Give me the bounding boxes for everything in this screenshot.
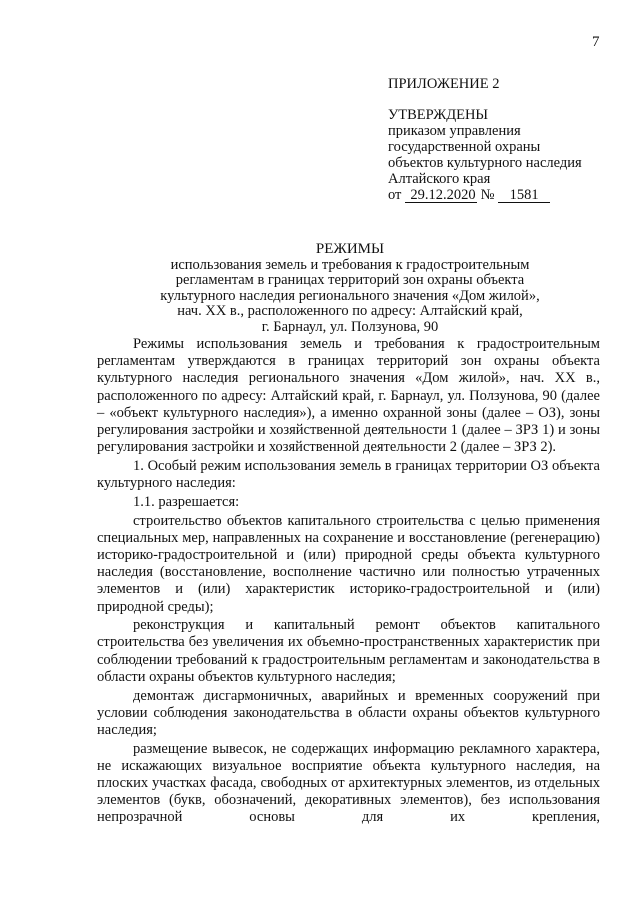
paragraph-intro: Режимы использования земель и требования к градостроительным регламентам утверждаются в границах территорий зон охраны объекта культурного наследия регионального значения «Дом жилой», нач. XX в., расположенного по адресу: Алтайский край, г. Барнаул, ул. Ползунова, 90 (далее – «объект культурного наследия»), а именно охранной зоны (далее – ОЗ), зоны регулирования застройки и хозяйственной деятельности 1 (далее – ЗРЗ 1) и зоны регулирования застройки и хозяйственной деятельности 2 (далее – ЗРЗ 2). (97, 336, 600, 456)
paragraph-section-1: 1. Особый режим использования земель в границах территории ОЗ объекта культурного наследия: (97, 457, 600, 492)
subtitle-line-3: культурного наследия регионального значения «Дом жилой», (160, 287, 540, 304)
order-number: 1581 (498, 188, 550, 203)
paragraph-reconstruction: реконструкция и капитальный ремонт объектов капитального строительства без увеличения их объемно-пространственных характеристик при соблюдении требований к градостроительным регламентам и законодательства в области охраны объектов культурного наследия; (97, 617, 600, 685)
subtitle-line-4: нач. XX в., расположенного по адресу: Алтайский край, (177, 303, 523, 319)
order-date: 29.12.2020 (405, 188, 477, 203)
page-number: 7 (592, 34, 600, 50)
paragraph-construction: строительство объектов капитального строительства с целью применения специальных мер, направленных на сохранение и восстановление (регенерацию) историко-градостроительной и (или) природной среды объекта культурного наследия (восстановление, восполнение частично или полностью утраченных элементов и (или) характеристик историко-градостроительной и (или) природной среды); (97, 512, 600, 615)
paragraph-demolition: демонтаж дисгармоничных, аварийных и временных сооружений при условии соблюдения законодательства в области охраны объектов культурного наследия; (97, 687, 600, 738)
approved-line-1: приказом управления (388, 123, 521, 139)
document-title-block (100, 242, 600, 335)
document-body (97, 336, 600, 828)
approved-line-4: Алтайского края (388, 171, 491, 187)
approved-label: УТВЕРЖДЕНЫ (388, 107, 489, 123)
order-prefix: от (388, 187, 402, 203)
subtitle-line-2: регламентам в границах территорий зон охраны объекта (175, 272, 525, 288)
approval-block (388, 76, 582, 203)
paragraph-section-1-1: 1.1. разрешается: (133, 493, 240, 510)
approved-line-3: объектов культурного наследия (388, 155, 582, 171)
order-number-sign: № (480, 187, 495, 203)
approved-line-2: государственной охраны (388, 139, 541, 155)
subtitle-line-5: г. Барнаул, ул. Ползунова, 90 (261, 318, 439, 335)
subtitle-line-1: использования земель и требования к градостроительным (170, 256, 530, 273)
order-line (388, 187, 582, 203)
document-title: РЕЖИМЫ (315, 241, 385, 257)
appendix-label: ПРИЛОЖЕНИЕ 2 (388, 76, 500, 92)
paragraph-signage: размещение вывесок, не содержащих информацию рекламного характера, не искажающих визуальное восприятие объекта культурного наследия, на плоских участках фасада, свободных от архитектурных элементов, из отдельных элементов (букв, обозначений, декоративных элементов), без использования непрозрачной основы для их крепления, (97, 740, 600, 826)
